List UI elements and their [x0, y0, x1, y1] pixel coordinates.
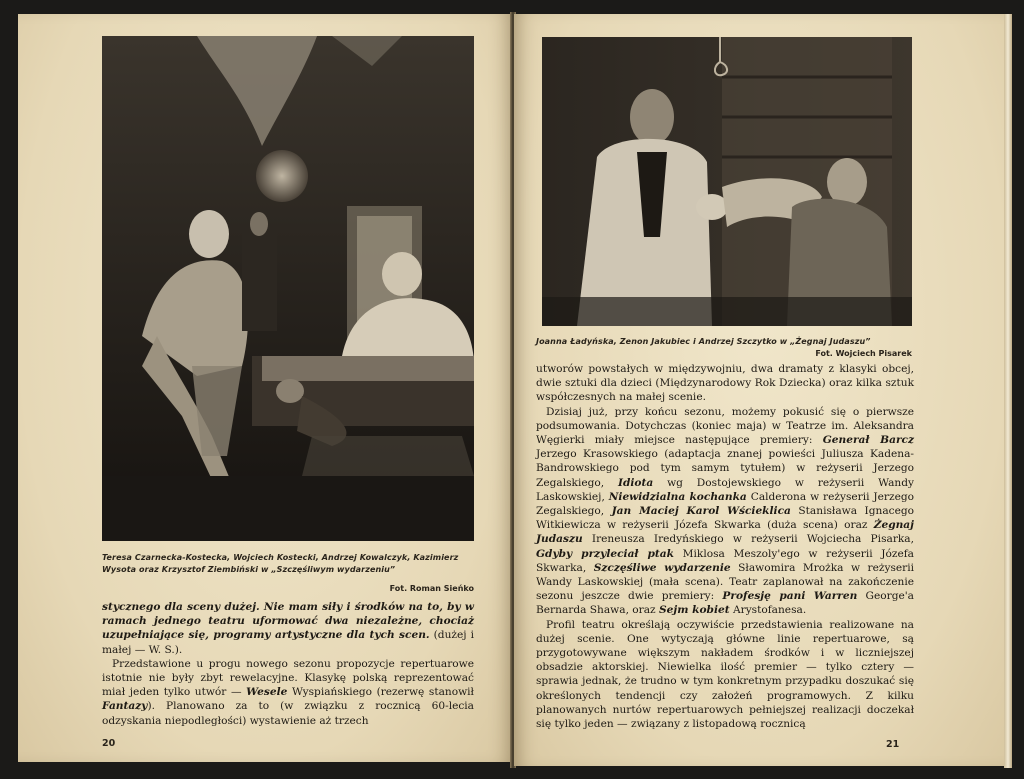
paragraph: [536, 405, 914, 618]
paragraph: [102, 657, 474, 728]
text-run: Dzisiaj już, przy końcu sezonu, możemy pokusić się o pierwsze podsumowania. Dotychczas (koniec maja) w Teatrze im. Aleksandra Węgierki miały miejsce następujące premiery:: [536, 405, 914, 447]
page-number: 20: [102, 738, 116, 749]
italic-run: stycznego dla sceny dużej. Nie mam siły i środków na to, by w ramach jednego teatru uformować dwa niezależne, chociaż uzupełniające się, programy artystyczne dla tych scen.: [102, 601, 474, 642]
page-edge: [1004, 14, 1012, 768]
title-run: Niewidzialna kochanka: [608, 490, 747, 503]
title-run: Fantazy: [102, 700, 148, 713]
text-run: Wyspiańskiego (rezerwę stanowił: [287, 686, 474, 699]
stage-photo-szczesliwe-wydarzenie: [102, 36, 474, 541]
title-run: Profesję pani Warren: [722, 590, 858, 603]
text-run: wg Dostojewskiego w reżyserii Wandy Laskowskiej,: [536, 476, 914, 503]
text-run: Arystofanesa.: [729, 604, 807, 617]
title-run: Idiota: [618, 476, 654, 489]
text-run: Ireneusza Iredyńskiego w reżyserii Wojciecha Pisarka,: [582, 533, 914, 546]
left-body-text: [102, 600, 474, 728]
title-run: Wesele: [246, 686, 288, 699]
text-run: Jerzego Krasowskiego (adaptacja znanej powieści Juliusza Kadena-Bandrowskiego pod tym samym tytułem) w reżyserii Jerzego Zegalskiego,: [536, 448, 914, 489]
right-body-text: [536, 362, 914, 731]
photo-credit: Fot. Roman Sieńko: [389, 584, 474, 593]
left-page: [18, 14, 512, 762]
text-run: Sławomira Mrożka w reżyserii Wandy Laskowskiej (mała scena). Teatr zaplanował na zakończenie sezonu jeszcze dwie premiery:: [536, 561, 914, 603]
title-run: Generał Barcz: [822, 434, 914, 447]
paragraph: Profil teatru określają oczywiście przedstawienia realizowane na dużej scenie. One wytyczają główne linie repertuarowe, są przygotowywane większym nakładem środków i w liczniejszej obsadzie aktorskiej. Niewielka ilość premier — tylko cztery — sprawia jednak, że trudno w tym konkretnym przypadku doszukać się określonych tendencji czy założeń programowych. Z kilku planowanych nurtów repertuarowych pełniejszej realizacji doczekał się tylko jeden — związany z listopadową rocznicą: [536, 618, 914, 731]
text-run: Calderona w reżyserii Jerzego Zegalskiego,: [536, 490, 914, 518]
title-run: Szczęśliwe wydarzenie: [593, 561, 731, 574]
title-run: Gdyby przyleciał ptak: [536, 547, 675, 560]
text-run: Przedstawione u progu nowego sezonu propozycje repertuarowe istotnie nie były zbyt rewelacyjne. Klasykę polską reprezentować miał jeden tylko utwór —: [102, 657, 474, 699]
right-page: [514, 14, 1008, 766]
photo-credit: Fot. Wojciech Pisarek: [815, 349, 912, 358]
text-run: (dużej i małej — W. S.).: [102, 629, 475, 656]
text-run: George'a Bernarda Shawa, oraz: [536, 590, 914, 617]
stage-photo-zegnaj-judaszu: [542, 37, 912, 326]
photo-caption: Teresa Czarnecka-Kostecka, Wojciech Kostecki, Andrzej Kowalczyk, Kazimierz Wysota oraz Krzysztof Ziembiński w „Szczęśliwym wydarzeniu”: [102, 553, 459, 574]
paragraph: [102, 600, 474, 657]
text-run: Stanisława Ignacego Witkiewicza w reżyserii Józefa Skwarka (duża scena) oraz: [536, 505, 914, 532]
text-run: Miklosa Meszoly'ego w reżyserii Józefa Skwarka,: [536, 547, 914, 574]
title-run: Żegnaj Judaszu: [536, 519, 914, 546]
page-number: 21: [886, 739, 900, 750]
photo-caption: Joanna Ładyńska, Zenon Jakubiec i Andrzej Szczytko w „Żegnaj Judaszu”: [536, 337, 871, 346]
title-run: Jan Maciej Karol Wścieklica: [611, 505, 791, 518]
title-run: Sejm kobiet: [659, 604, 730, 617]
paragraph: utworów powstałych w międzywojniu, dwa dramaty z klasyki obcej, dwie sztuki dla dzieci (Międzynarodowy Rok Dziecka) oraz kilka sztuk współczesnych na małej scenie.: [536, 363, 914, 404]
text-run: ). Planowano za to (w związku z rocznicą 60-lecia odzyskania niepodległości) wystawienie aż trzech: [102, 700, 474, 727]
